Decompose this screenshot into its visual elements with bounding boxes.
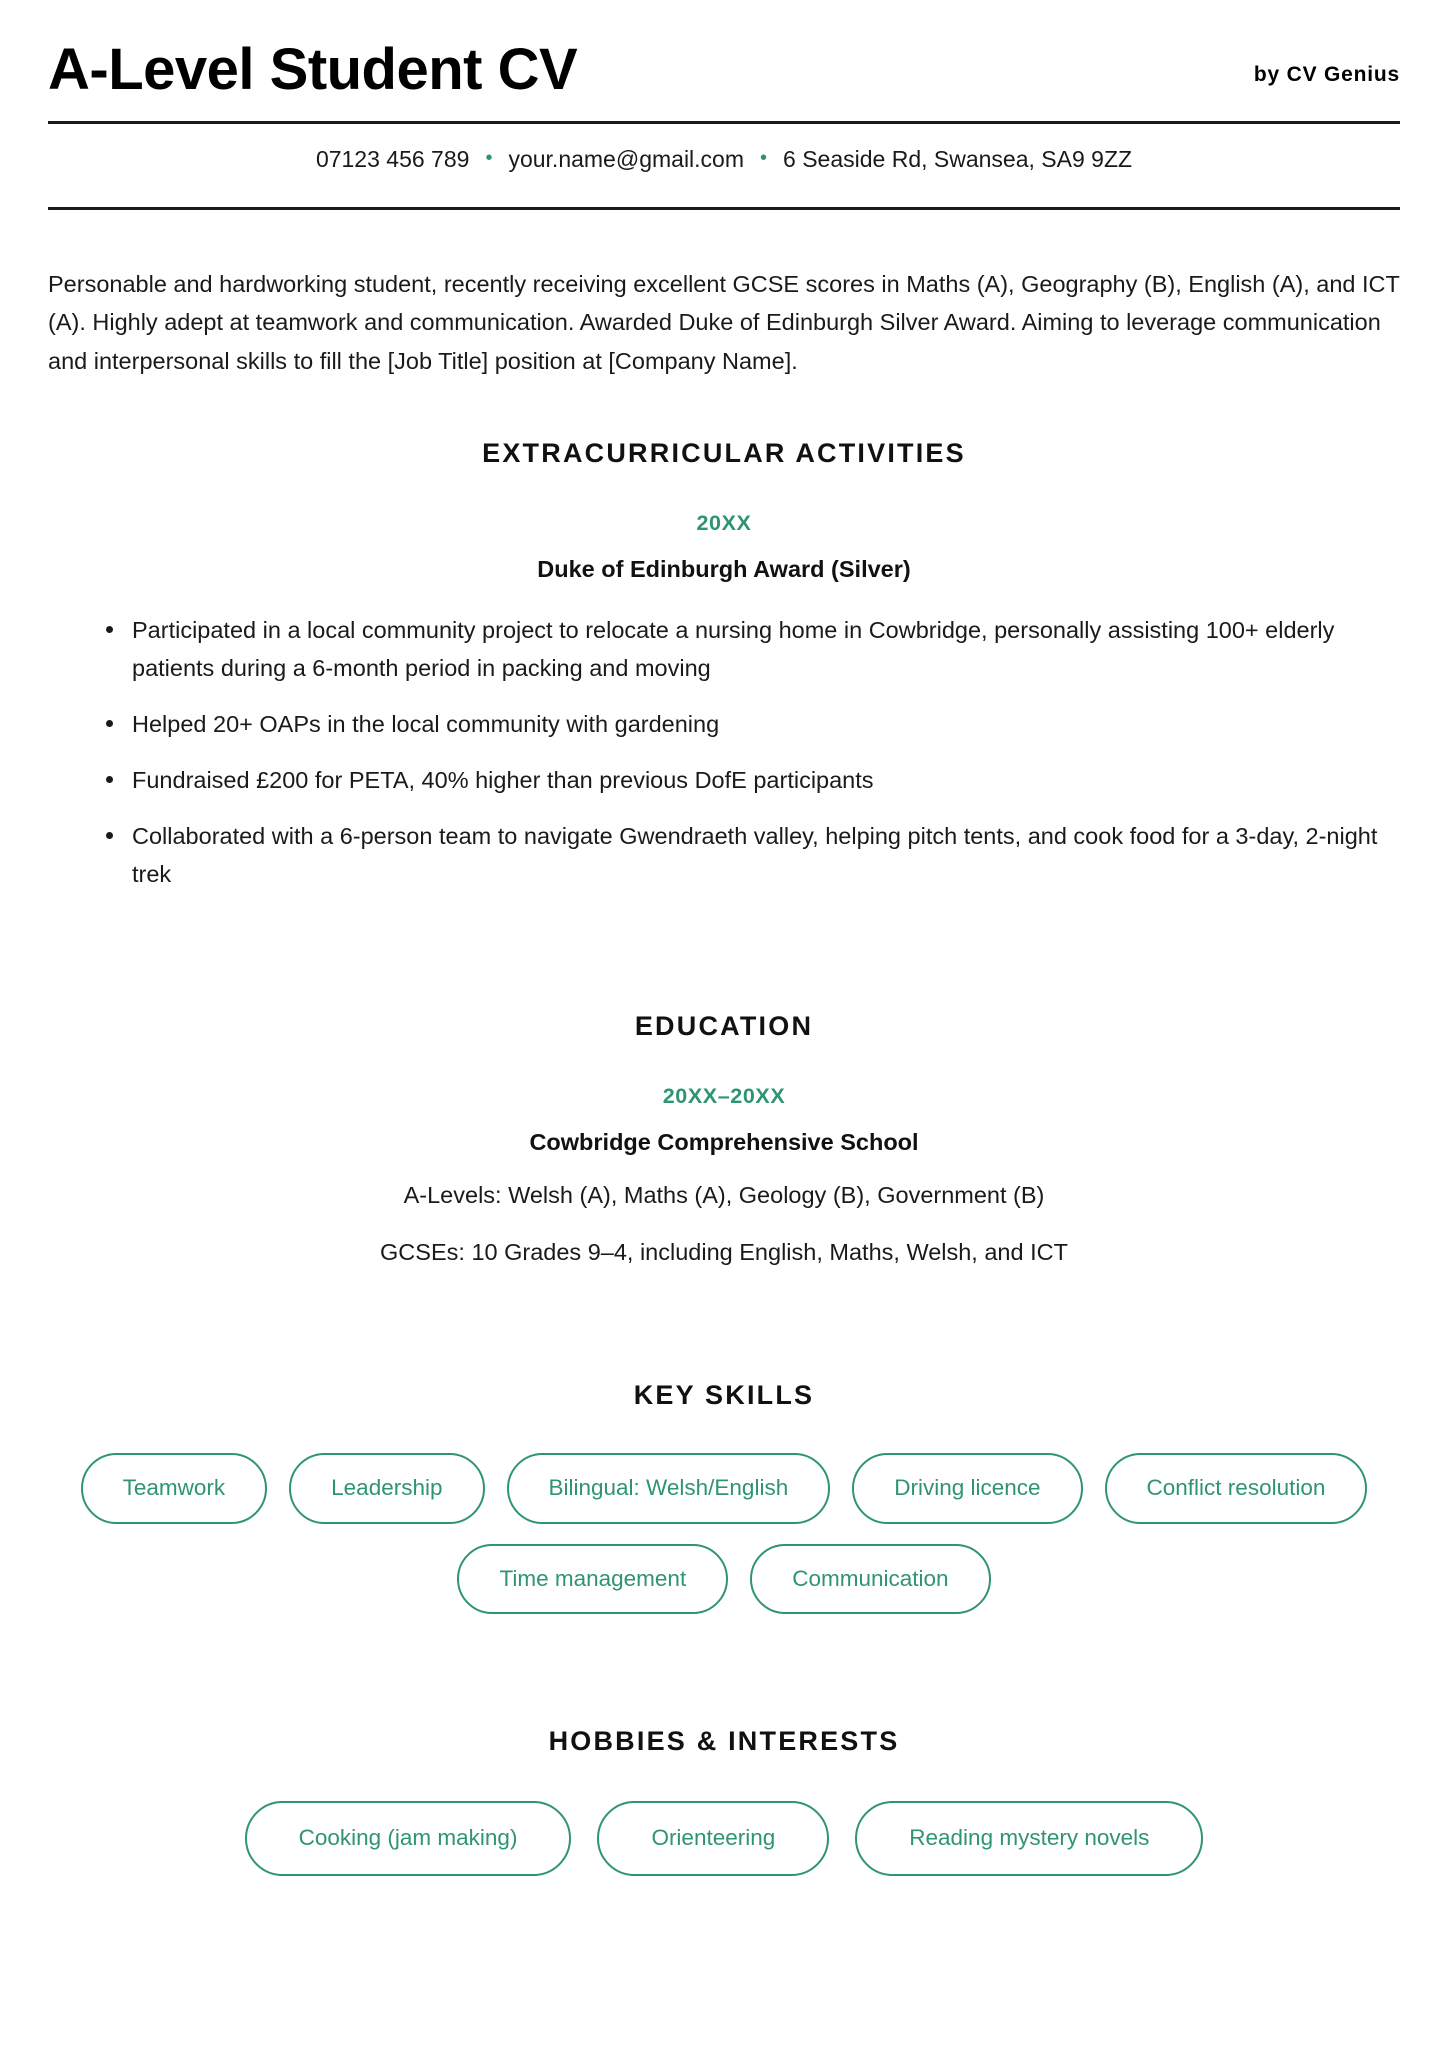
byline: by CV Genius [1253,62,1400,86]
page-title: A-Level Student CV [48,37,578,102]
list-item: Collaborated with a 6-person team to navigate Gwendraeth valley, helping pitch tents, and cook food for a 3-day, 2-night trek [48,817,1400,893]
hobby-pill: Orienteering [597,1801,829,1876]
key-skills-pill-group [48,1453,1400,1614]
skill-pill: Teamwork [81,1453,268,1524]
section-heading-extracurricular: EXTRACURRICULAR ACTIVITIES [482,437,966,468]
cv-header [48,37,1400,107]
skill-pill: Time management [457,1544,728,1615]
list-item: Participated in a local community project to relocate a nursing home in Cowbridge, personally assisting 100+ elderly patients during a 6-month period in packing and moving [48,611,1400,687]
contact-address: 6 Seaside Rd, Swansea, SA9 9ZZ [783,145,1133,172]
extracurricular-bullet-list [48,611,1400,893]
contact-phone[interactable]: 07123 456 789 [315,145,470,172]
skill-pill: Bilingual: Welsh/English [507,1453,831,1524]
skill-pill: Leadership [289,1453,484,1524]
contact-bar [48,124,1400,193]
list-item: Fundraised £200 for PETA, 40% higher than previous DofE participants [48,761,1400,799]
bullet-separator-icon: • [760,147,768,170]
hobby-pill: Cooking (jam making) [245,1801,572,1876]
extracurricular-entry-title: Duke of Edinburgh Award (Silver) [537,555,911,582]
education-entry-date: 20XX–20XX [662,1083,786,1108]
skill-pill: Communication [750,1544,990,1615]
skill-pill: Driving licence [852,1453,1082,1524]
section-heading-hobbies: HOBBIES & INTERESTS [548,1726,900,1757]
professional-summary: Personable and hardworking student, recently receiving excellent GCSE scores in Maths (A), Geography (B), English (A), and ICT (A). Highly adept at teamwork and communication. Awarded Duke of Edinburgh Silver Award. Aiming to leverage communication and interpersonal skills to fill the [Job Title] position at [Company Name]. [48,271,1400,374]
education-gcses: GCSEs: 10 Grades 9–4, including English, Maths, Welsh, and ICT [380,1239,1068,1266]
section-heading-key-skills: KEY SKILLS [633,1380,815,1411]
hobbies-pill-group [48,1801,1400,1876]
education-a-levels: A-Levels: Welsh (A), Maths (A), Geology (B), Government (B) [403,1181,1045,1208]
bullet-separator-icon: • [485,147,493,170]
extracurricular-entry-date: 20XX [696,510,752,535]
contact-email[interactable]: your.name@gmail.com [508,145,745,172]
header-divider-bottom [48,207,1400,210]
list-item: Helped 20+ OAPs in the local community with gardening [48,705,1400,743]
skill-pill: Conflict resolution [1105,1453,1368,1524]
education-school-name: Cowbridge Comprehensive School [529,1128,919,1155]
hobby-pill: Reading mystery novels [855,1801,1203,1876]
section-heading-education: EDUCATION [634,1010,814,1041]
